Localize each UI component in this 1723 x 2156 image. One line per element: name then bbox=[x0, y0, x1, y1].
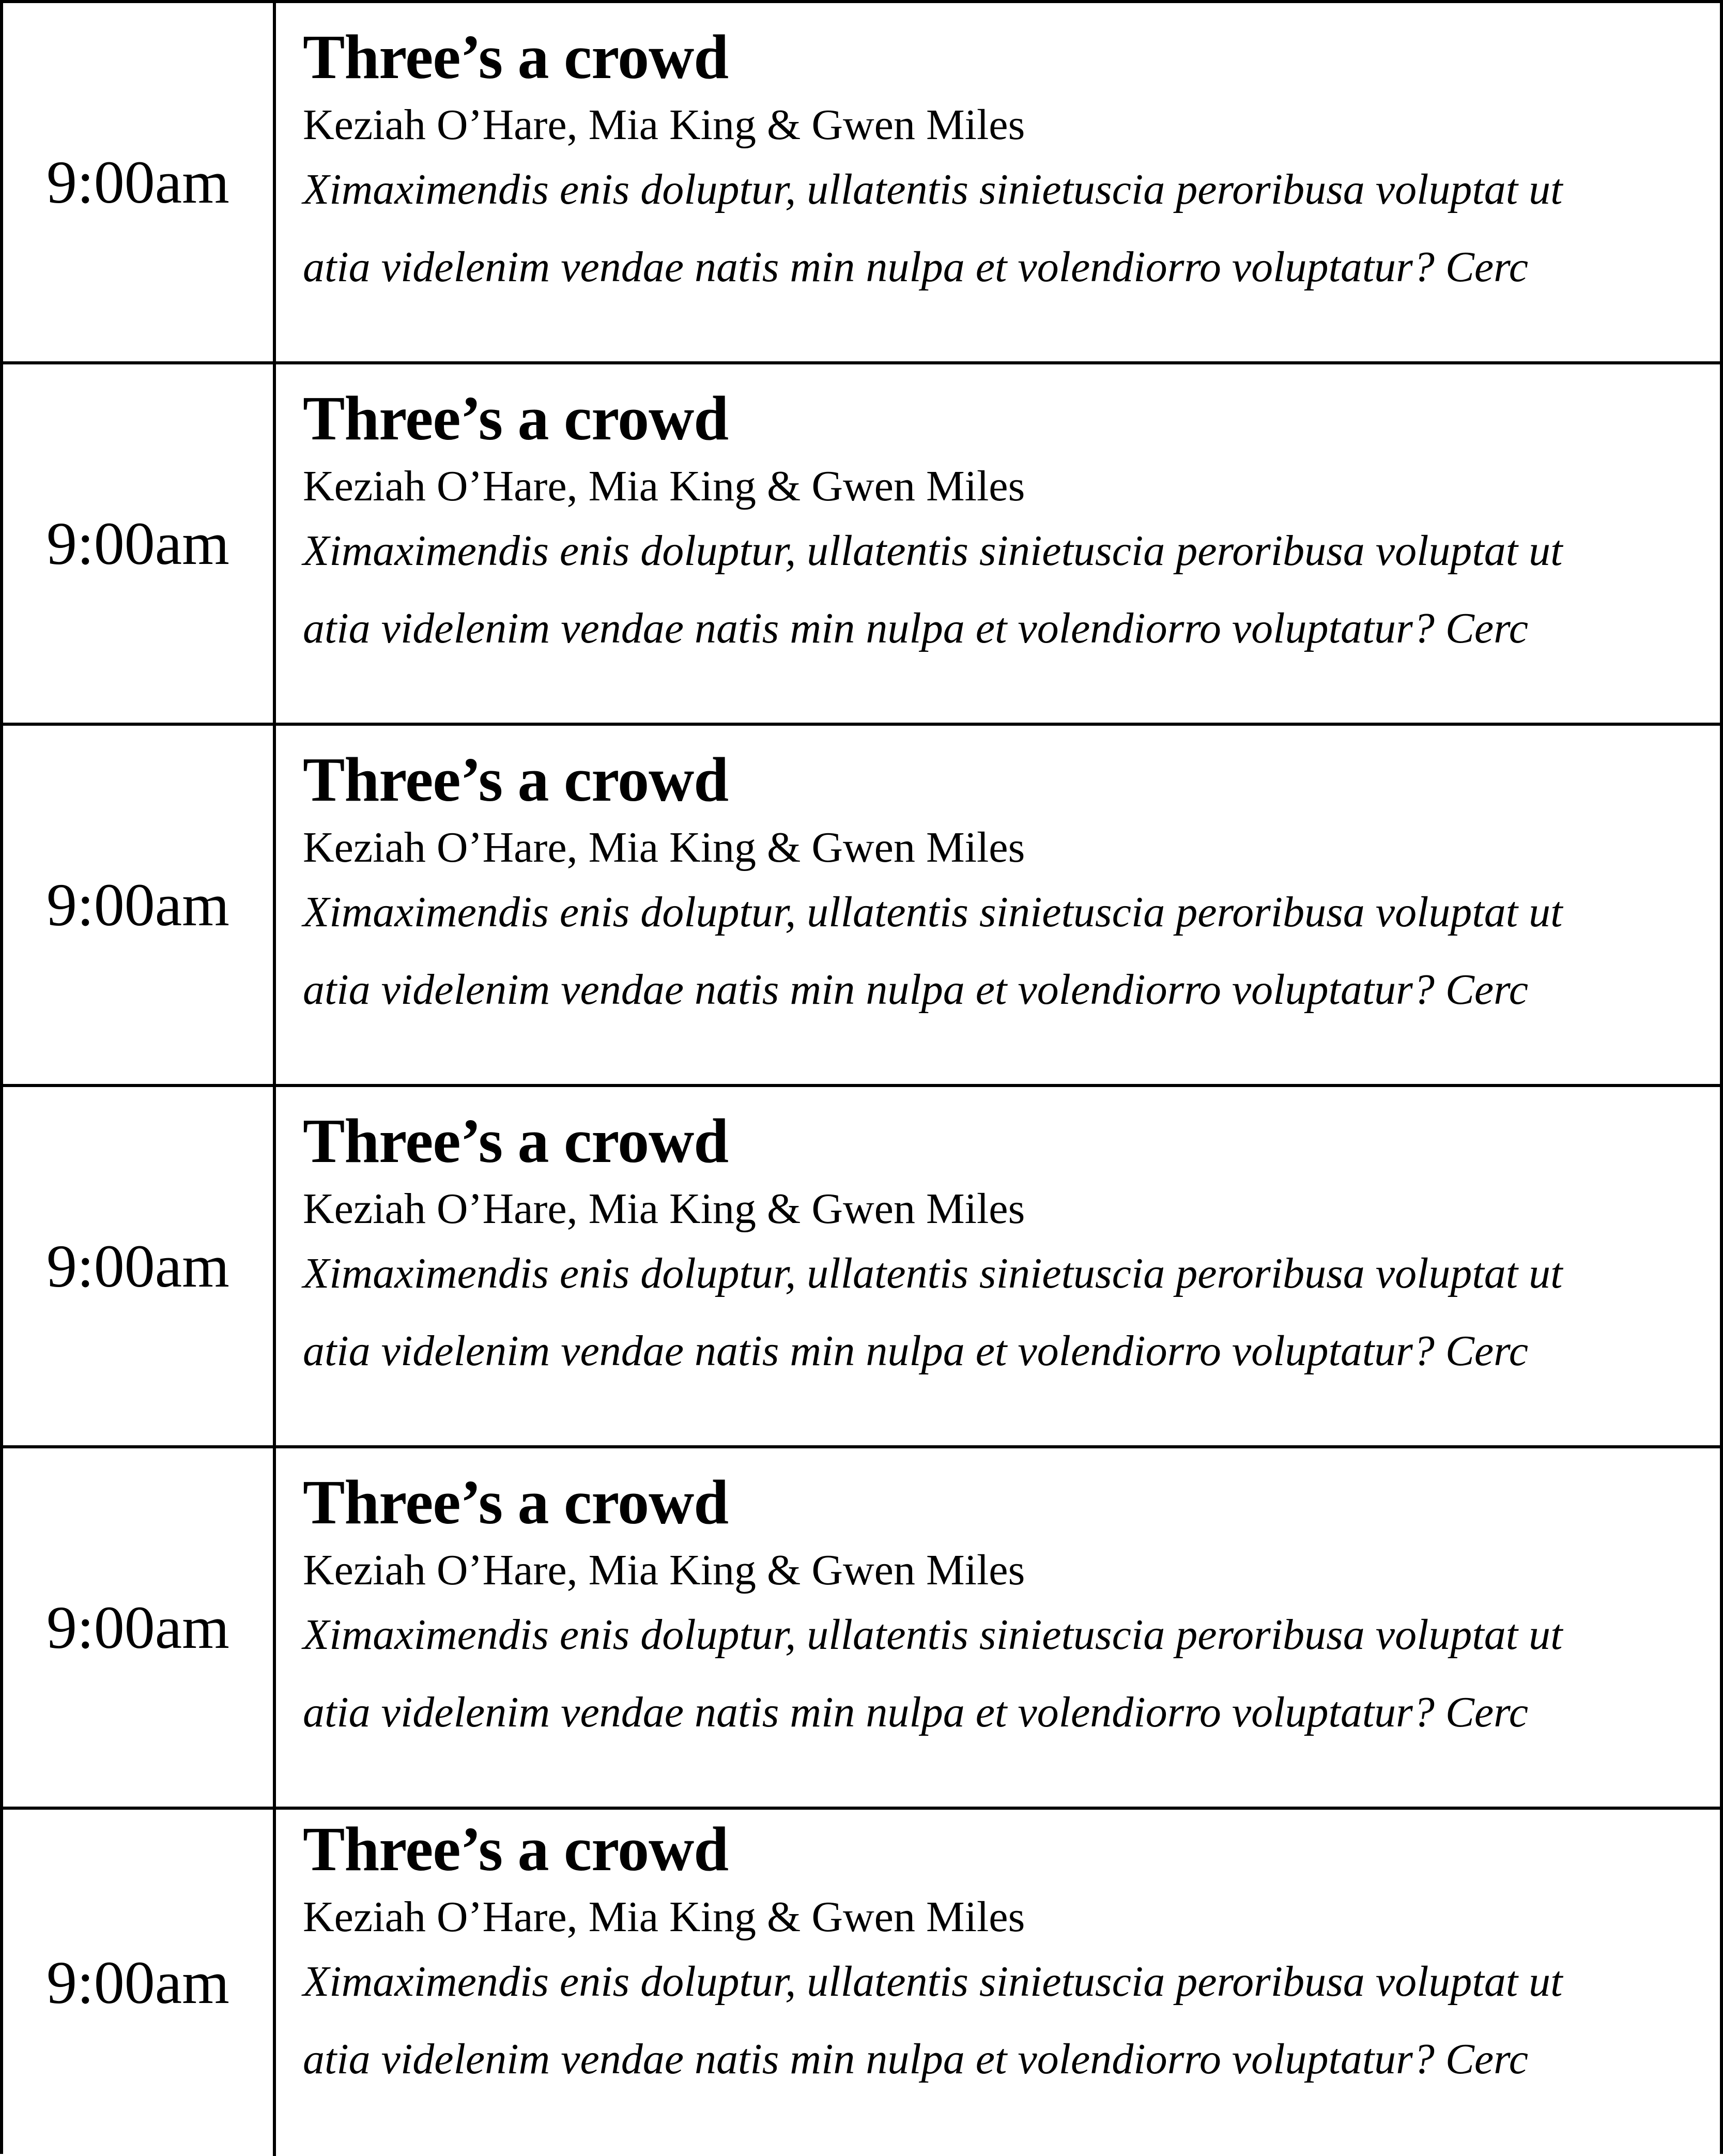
session-time: 9:00am bbox=[47, 870, 229, 939]
session-title: Three’s a crowd bbox=[303, 1814, 729, 1884]
session-description-line-1: Ximaximendis enis doluptur, ullatentis sinietuscia peroribusa voluptat ut bbox=[303, 1249, 1563, 1297]
session-details bbox=[276, 1810, 1720, 2156]
session-title: Three’s a crowd bbox=[303, 1106, 729, 1176]
schedule-row bbox=[3, 1448, 1720, 1810]
session-time: 9:00am bbox=[47, 1232, 229, 1300]
time-cell bbox=[3, 1087, 276, 1445]
schedule-row bbox=[3, 3, 1720, 364]
session-description-line-2: atia videlenim vendae natis min nulpa et volendiorro voluptatur? Cerc bbox=[303, 1688, 1529, 1736]
session-title: Three’s a crowd bbox=[303, 384, 729, 453]
session-speakers: Keziah O’Hare, Mia King & Gwen Miles bbox=[303, 1185, 1025, 1233]
session-title: Three’s a crowd bbox=[303, 1467, 729, 1537]
session-speakers: Keziah O’Hare, Mia King & Gwen Miles bbox=[303, 462, 1025, 510]
session-description-line-1: Ximaximendis enis doluptur, ullatentis sinietuscia peroribusa voluptat ut bbox=[303, 888, 1563, 936]
session-details bbox=[276, 1448, 1720, 1807]
time-cell bbox=[3, 726, 276, 1084]
session-description-line-1: Ximaximendis enis doluptur, ullatentis sinietuscia peroribusa voluptat ut bbox=[303, 1958, 1563, 2006]
session-title: Three’s a crowd bbox=[303, 22, 729, 92]
session-details bbox=[276, 3, 1720, 361]
schedule-row bbox=[3, 726, 1720, 1087]
session-speakers: Keziah O’Hare, Mia King & Gwen Miles bbox=[303, 823, 1025, 871]
schedule-row bbox=[3, 1810, 1720, 2156]
session-description-line-1: Ximaximendis enis doluptur, ullatentis sinietuscia peroribusa voluptat ut bbox=[303, 527, 1563, 575]
session-speakers: Keziah O’Hare, Mia King & Gwen Miles bbox=[303, 1893, 1025, 1941]
session-description-line-1: Ximaximendis enis doluptur, ullatentis sinietuscia peroribusa voluptat ut bbox=[303, 1611, 1563, 1659]
session-time: 9:00am bbox=[47, 509, 229, 577]
session-description-line-2: atia videlenim vendae natis min nulpa et volendiorro voluptatur? Cerc bbox=[303, 1327, 1529, 1375]
time-cell bbox=[3, 3, 276, 361]
session-speakers: Keziah O’Hare, Mia King & Gwen Miles bbox=[303, 101, 1025, 149]
session-details bbox=[276, 1087, 1720, 1445]
session-time: 9:00am bbox=[47, 1593, 229, 1661]
session-description-line-2: atia videlenim vendae natis min nulpa et volendiorro voluptatur? Cerc bbox=[303, 243, 1529, 291]
session-time: 9:00am bbox=[47, 148, 229, 216]
session-time: 9:00am bbox=[47, 1949, 229, 2016]
session-description-line-2: atia videlenim vendae natis min nulpa et volendiorro voluptatur? Cerc bbox=[303, 966, 1529, 1014]
session-description-line-1: Ximaximendis enis doluptur, ullatentis sinietuscia peroribusa voluptat ut bbox=[303, 165, 1563, 213]
session-details bbox=[276, 364, 1720, 723]
schedule-row bbox=[3, 1087, 1720, 1448]
session-speakers: Keziah O’Hare, Mia King & Gwen Miles bbox=[303, 1546, 1025, 1594]
time-cell bbox=[3, 364, 276, 723]
time-cell bbox=[3, 1810, 276, 2156]
session-title: Three’s a crowd bbox=[303, 745, 729, 815]
session-description-line-2: atia videlenim vendae natis min nulpa et volendiorro voluptatur? Cerc bbox=[303, 604, 1529, 652]
session-description-line-2: atia videlenim vendae natis min nulpa et volendiorro voluptatur? Cerc bbox=[303, 2035, 1529, 2083]
session-details bbox=[276, 726, 1720, 1084]
schedule-row bbox=[3, 364, 1720, 726]
time-cell bbox=[3, 1448, 276, 1807]
